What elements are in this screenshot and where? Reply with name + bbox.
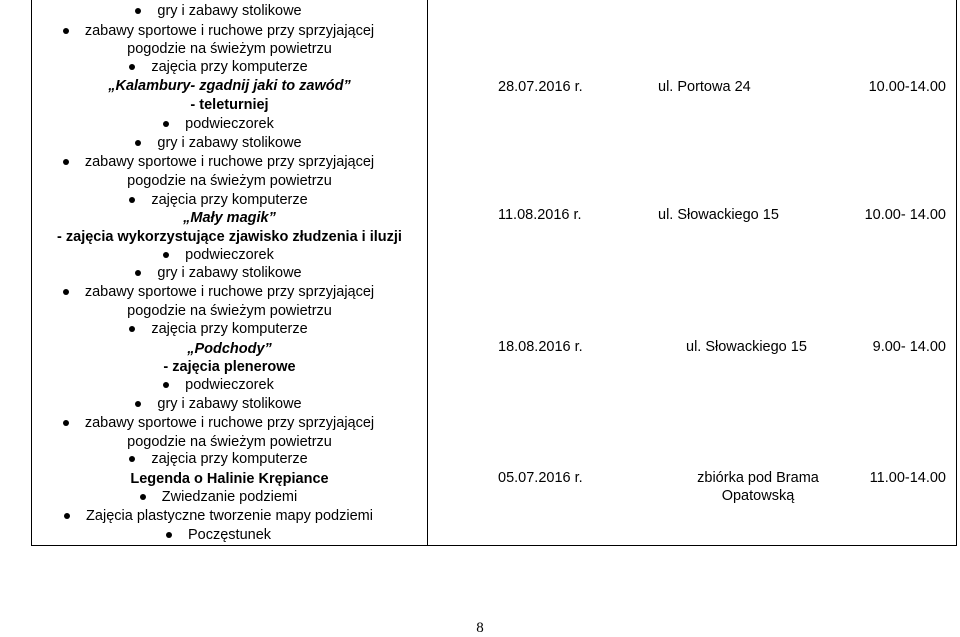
table-row	[32, 0, 957, 546]
activity-line: gry i zabawy stolikowe	[157, 265, 302, 281]
activity-line: zabawy sportowe i ruchowe przy sprzyjającej	[84, 415, 375, 431]
activity-line: „Mały magik”	[183, 210, 276, 226]
activity-line: „Kalambury- zgadnij jaki to zawód”	[108, 78, 351, 94]
row-4-date: 05.07.2016 r.	[498, 470, 583, 486]
activity-line: Zwiedzanie podziemi	[161, 489, 298, 505]
activity-line: zabawy sportowe i ruchowe przy sprzyjającej	[84, 284, 375, 300]
activity-line: pogodzie na świeżym powietrzu	[127, 173, 332, 189]
row-2-time: 10.00- 14.00	[864, 207, 946, 223]
activity-line: podwieczorek	[185, 247, 274, 263]
activity-line: podwieczorek	[185, 377, 274, 393]
activity-line: - zajęcia wykorzystujące zjawisko złudzenia i iluzji	[57, 229, 402, 245]
activity-line: Legenda o Halinie Krępiance	[130, 471, 329, 487]
row-4-place: zbiórka pod Brama	[697, 470, 819, 486]
activity-line: gry i zabawy stolikowe	[157, 396, 302, 412]
activities-list	[32, 0, 427, 545]
schedule-table	[31, 0, 957, 546]
activity-line: pogodzie na świeżym powietrzu	[127, 41, 332, 57]
details-list	[428, 0, 956, 545]
activity-line: gry i zabawy stolikowe	[157, 135, 302, 151]
row-4-time: 11.00-14.00	[869, 470, 946, 486]
row-3-place: ul. Słowackiego 15	[686, 339, 807, 355]
activity-line: podwieczorek	[185, 116, 274, 132]
activity-line: - zajęcia plenerowe	[163, 359, 296, 375]
activity-line: gry i zabawy stolikowe	[157, 3, 302, 19]
row-3-date: 18.08.2016 r.	[498, 339, 583, 355]
activity-line: Zajęcia plastyczne tworzenie mapy podziemi	[86, 508, 373, 524]
row-3-time: 9.00- 14.00	[872, 339, 946, 355]
activity-line: zajęcia przy komputerze	[151, 451, 308, 467]
bullet-icon	[140, 494, 146, 500]
activities-cell	[32, 0, 428, 546]
bullet-icon	[63, 28, 69, 34]
activity-line: zabawy sportowe i ruchowe przy sprzyjającej	[84, 23, 375, 39]
page-number: 8	[476, 620, 484, 636]
activity-line: pogodzie na świeżym powietrzu	[127, 434, 332, 450]
bullet-icon	[64, 513, 70, 519]
row-1-place: ul. Portowa 24	[658, 79, 751, 95]
row-2-place: ul. Słowackiego 15	[658, 207, 779, 223]
activity-line: - teleturniej	[190, 97, 269, 113]
row-1-time: 10.00-14.00	[868, 79, 946, 95]
activity-line: Poczęstunek	[187, 527, 272, 543]
bullet-icon	[63, 159, 69, 165]
bullet-icon	[166, 532, 172, 538]
details-cell	[428, 0, 957, 546]
row-1-date: 28.07.2016 r.	[498, 79, 583, 95]
activity-line: zajęcia przy komputerze	[151, 59, 308, 75]
bullet-icon	[63, 289, 69, 295]
activity-line: pogodzie na świeżym powietrzu	[127, 303, 332, 319]
activity-line: „Podchody”	[187, 341, 272, 357]
activity-line: zabawy sportowe i ruchowe przy sprzyjającej	[84, 154, 375, 170]
bullet-icon	[63, 420, 69, 426]
row-4-place-line2: Opatowską	[721, 488, 795, 504]
activity-line: zajęcia przy komputerze	[151, 321, 308, 337]
activity-line: zajęcia przy komputerze	[151, 192, 308, 208]
row-2-date: 11.08.2016 r.	[498, 207, 582, 223]
